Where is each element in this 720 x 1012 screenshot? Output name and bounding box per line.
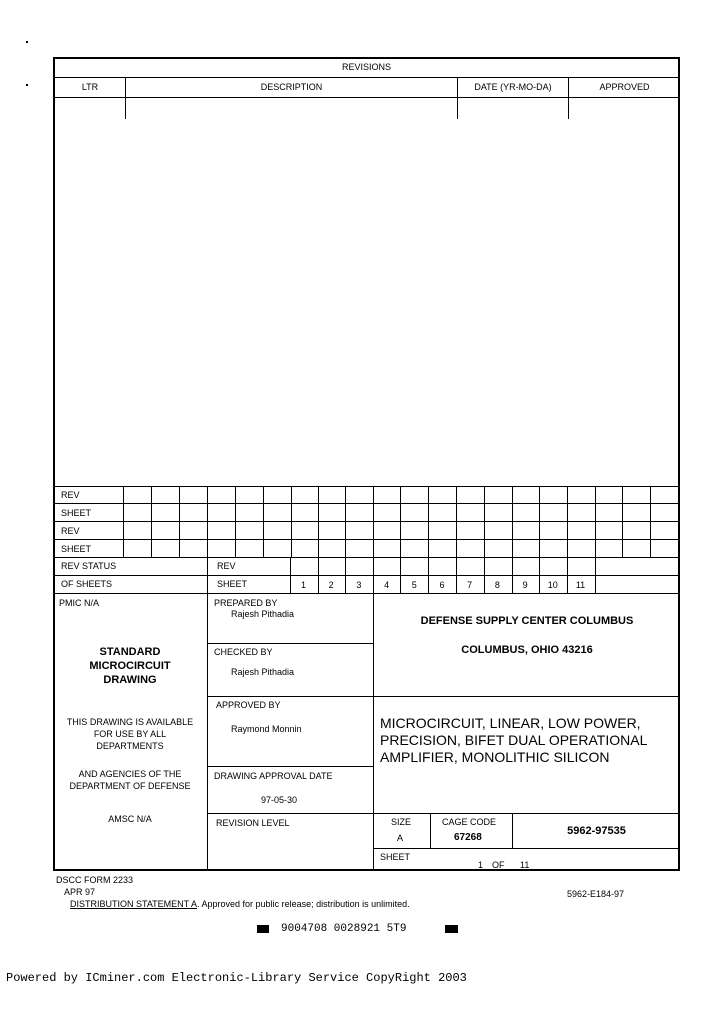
- standard-microcircuit-drawing: STANDARD MICROCIRCUIT DRAWING: [89, 646, 171, 686]
- grid-col-rule: [595, 486, 596, 557]
- approval-date-rule: [207, 813, 680, 814]
- distribution-statement: [70, 900, 410, 909]
- sheet-label-bottom: SHEET: [380, 852, 411, 862]
- sheet-number: 1: [300, 580, 306, 590]
- grid-col-rule: [345, 486, 346, 557]
- doc-code: 5962-E184-97: [567, 889, 625, 899]
- grid-col-rule: [595, 557, 596, 593]
- grid-col-rule: [151, 486, 152, 557]
- left-col-rule: [207, 558, 208, 871]
- scan-speck: [26, 84, 28, 86]
- sheet-of: OF: [492, 860, 505, 870]
- prepared-rule: [207, 643, 373, 644]
- grid-col-rule: [123, 486, 124, 557]
- agency-name: DEFENSE SUPPLY CENTER COLUMBUS: [420, 615, 634, 627]
- approved-by-name: Raymond Monnin: [231, 724, 302, 734]
- agency-city: COLUMBUS, OHIO 43216: [461, 644, 593, 656]
- grid-col-rule: [291, 486, 292, 557]
- checked-by-label: CHECKED BY: [214, 647, 273, 657]
- sheet-number: 11: [575, 580, 586, 590]
- rev-label: REV: [217, 561, 236, 571]
- availability-statement: THIS DRAWING IS AVAILABLE FOR USE BY ALL DEPARTMENTS: [66, 717, 194, 751]
- grid-row-rule: [55, 575, 680, 576]
- approved-by-label: APPROVED BY: [216, 700, 281, 710]
- barcode-block-right: [445, 925, 458, 933]
- grid-row-rule: [55, 486, 680, 487]
- col-description: DESCRIPTION: [260, 82, 323, 92]
- sheet-number: 2: [328, 580, 334, 590]
- grid-col-rule: [235, 486, 236, 557]
- size-col-rule: [430, 813, 431, 848]
- approval-date-value: 97-05-30: [261, 795, 298, 805]
- amsc: AMSC N/A: [108, 814, 152, 824]
- approved-rule: [207, 766, 373, 767]
- prepared-by-label: PREPARED BY: [214, 598, 278, 608]
- prepared-by-name: Rajesh Pithadia: [231, 609, 295, 619]
- pmic: PMIC N/A: [59, 598, 100, 608]
- grid-col-rule: [567, 486, 568, 557]
- grid-col-rule: [622, 486, 623, 557]
- sheet-current: 1: [478, 860, 484, 870]
- barcode-block-left: [257, 925, 269, 933]
- rev-status-label: REV STATUS: [61, 561, 117, 571]
- grid-row-rule: [55, 557, 680, 558]
- size-label: SIZE: [391, 817, 412, 827]
- grid-col-rule: [373, 486, 374, 557]
- revisions-title: REVISIONS: [341, 62, 391, 72]
- distribution-text: . Approved for public release; distribution is unlimited.: [197, 899, 410, 909]
- cage-label: CAGE CODE: [442, 817, 497, 827]
- size-value: A: [397, 833, 404, 843]
- grid-col-rule: [400, 486, 401, 557]
- grid-col-rule: [484, 486, 485, 557]
- size-rule: [373, 848, 680, 849]
- sheet-number: 3: [356, 580, 362, 590]
- col-date: DATE (YR-MO-DA): [474, 82, 552, 92]
- scan-speck: [26, 41, 28, 43]
- checked-by-name: Rajesh Pithadia: [231, 667, 295, 677]
- cage-value: 67268: [454, 832, 482, 843]
- form-date: APR 97: [64, 887, 96, 897]
- sheet-label: SHEET: [217, 579, 248, 589]
- grid-col-rule: [263, 486, 264, 557]
- titleblock-top-rule: [55, 593, 680, 594]
- sheet-number: 4: [384, 580, 390, 590]
- agencies-statement: AND AGENCIES OF THE DEPARTMENT OF DEFENSE: [69, 769, 191, 791]
- drawing-title: MICROCIRCUIT, LINEAR, LOW POWER, PRECISION, BIFET DUAL OPERATIONAL AMPLIFIER, MONOLITHIC SILICON: [380, 715, 647, 765]
- powered-by: Powered by ICminer.com Electronic-Library Service CopyRight 2003: [6, 971, 467, 985]
- grid-row-label: REV: [61, 526, 80, 536]
- grid-row-rule: [55, 539, 680, 540]
- sheet-number: 6: [439, 580, 445, 590]
- sheet-number: 5: [411, 580, 417, 590]
- revisions-header-rule: [55, 97, 680, 98]
- grid-col-rule: [539, 486, 540, 557]
- sheet-number: 8: [494, 580, 500, 590]
- col-ltr: LTR: [81, 82, 99, 92]
- form-number: DSCC FORM 2233: [56, 875, 134, 885]
- revisions-title-rule: [55, 77, 680, 78]
- grid-col-rule: [318, 486, 319, 557]
- grid-row-rule: [55, 503, 680, 504]
- mid-col-rule: [373, 593, 374, 871]
- grid-row-label: SHEET: [61, 508, 92, 518]
- approval-date-label: DRAWING APPROVAL DATE: [214, 771, 333, 781]
- of-sheets-label: OF SHEETS: [61, 579, 113, 589]
- grid-col-rule: [456, 486, 457, 557]
- drawing-number: 5962-97535: [567, 825, 626, 837]
- grid-row-label: REV: [61, 490, 80, 500]
- grid-col-rule: [428, 486, 429, 557]
- sheet-number: 7: [467, 580, 473, 590]
- grid-col-rule: [207, 486, 208, 557]
- sheet-total: 11: [520, 860, 530, 870]
- grid-col-rule: [179, 486, 180, 557]
- grid-row-rule: [55, 521, 680, 522]
- grid-col-rule: [650, 486, 651, 557]
- revision-level-label: REVISION LEVEL: [216, 818, 290, 828]
- checked-rule: [207, 696, 373, 697]
- sheet-number: 9: [522, 580, 528, 590]
- agency-rule: [373, 696, 680, 697]
- barcode-text: 9004708 0028921 5T9: [281, 923, 407, 935]
- col-approved: APPROVED: [599, 82, 650, 92]
- distribution-label: DISTRIBUTION STATEMENT A: [70, 899, 198, 909]
- grid-row-label: SHEET: [61, 544, 92, 554]
- grid-col-rule: [512, 486, 513, 557]
- sheet-number: 10: [547, 580, 558, 590]
